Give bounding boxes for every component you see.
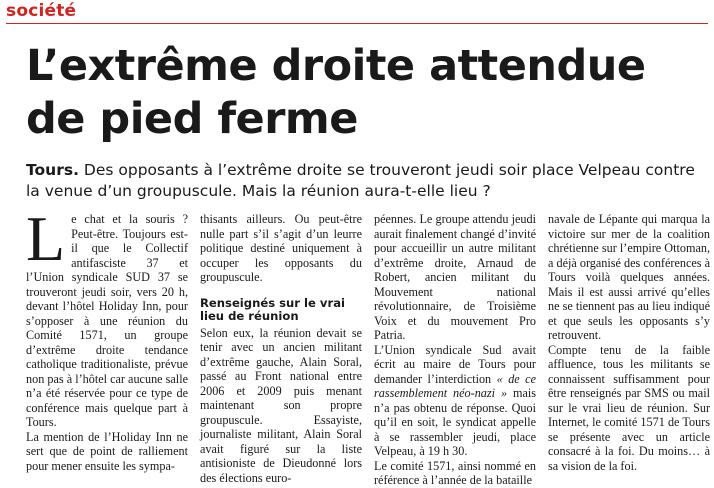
- paragraph: Selon eux, la réunion devait se tenir avec un ancien militant d’extrême gauche, Alain Soral, passé au Front national entre 2006 et 2009 puis menant maintenant son propre groupuscule. Essayiste, journaliste militant, Alain Soral avait figuré sur la liste antisioniste de Dieudonné lors des élections euro-: [200, 325, 362, 485]
- paragraph: [374, 343, 536, 459]
- paragraph-text: mais n’a pas obtenu de réponse. Quoi qu’il en soit, le syndicat appelle à se rassembler jeudi, place Velpeau, à 19 h 30.: [374, 386, 536, 458]
- paragraph: La mention de l’Holiday Inn ne sert que de point de ralliement pour mener ensuite les sympa-: [26, 429, 188, 473]
- paragraph: Le comité 1571, ainsi nommé en référence à l’année de la bataille: [374, 458, 536, 487]
- section-label: [6, 0, 76, 22]
- article-column-4: [548, 212, 710, 473]
- drop-cap: L: [26, 203, 66, 274]
- lede: [26, 160, 706, 202]
- paragraph: Compte tenu de la faible affluence, tous les militants se connaissent suffisamment pour être renseignés par SMS ou mail sur le vrai lieu de réunion. Sur Internet, le comité 1571 de Tours se présente avec un article consacré à la foi. Du moins… à sa vision de la foi.: [548, 342, 710, 473]
- article-column-3: [374, 212, 536, 488]
- section-rule: [6, 23, 708, 24]
- quote: « de ce rassemblement néo-nazi »: [374, 371, 536, 400]
- paragraph: e chat et la souris ? Peut-être. Toujours est-il que le Collectif antifasciste 37 et l’Union syndicale SUD 37 se trouveront jeudi soir, vers 20 h, devant l’hôtel Holiday Inn, pour s’opposer à une réunion du Comité 1571, un groupe d’extrême droite tendance catholique traditionaliste, prévue non pas à l’hôtel car aucune salle n’a été réservée pour ce type de conférence mais quelque part à Tours.: [26, 212, 188, 429]
- section-name: société: [6, 1, 77, 21]
- article-column-1: [26, 203, 188, 473]
- paragraph-text: L’Union syndicale Sud avait écrit au maire de Tours pour demander l’interdiction: [374, 342, 536, 386]
- subheading: Renseignés sur le vrai lieu de réunion: [200, 295, 345, 323]
- paragraph: péennes. Le groupe attendu jeudi aurait finalement changé d’invité pour accueillir un autre militant d’extrême droite, Arnaud de Robert, ancien militant du Mouvement national révolutionnaire, de Troisième Voix et du mouvement Pro Patria.: [374, 212, 536, 342]
- article-column-2: [200, 212, 362, 485]
- paragraph: navale de Lépante qui marqua la victoire sur mer de la coalition chrétienne sur l’empire Ottoman, a déjà organisé des conférences à Tours voilà quelques années. Mais il est aussi arrivé qu’elles ne se tiennent pas au lieu indiqué et que seuls les opposants s’y retrouvent.: [548, 212, 710, 342]
- lede-city: Tours.: [26, 161, 79, 179]
- headline: L’extrême droite attendue de pied ferme: [26, 41, 646, 144]
- lede-text: Des opposants à l’extrême droite se trouveront jeudi soir place Velpeau contre la venue d’un groupuscule. Mais la réunion aura-t-elle lieu ?: [26, 161, 695, 200]
- paragraph: thisants ailleurs. Ou peut-être nulle part s’il s’agit d’un leurre politique destiné uniquement à occuper les opposants du groupuscule.: [200, 212, 362, 284]
